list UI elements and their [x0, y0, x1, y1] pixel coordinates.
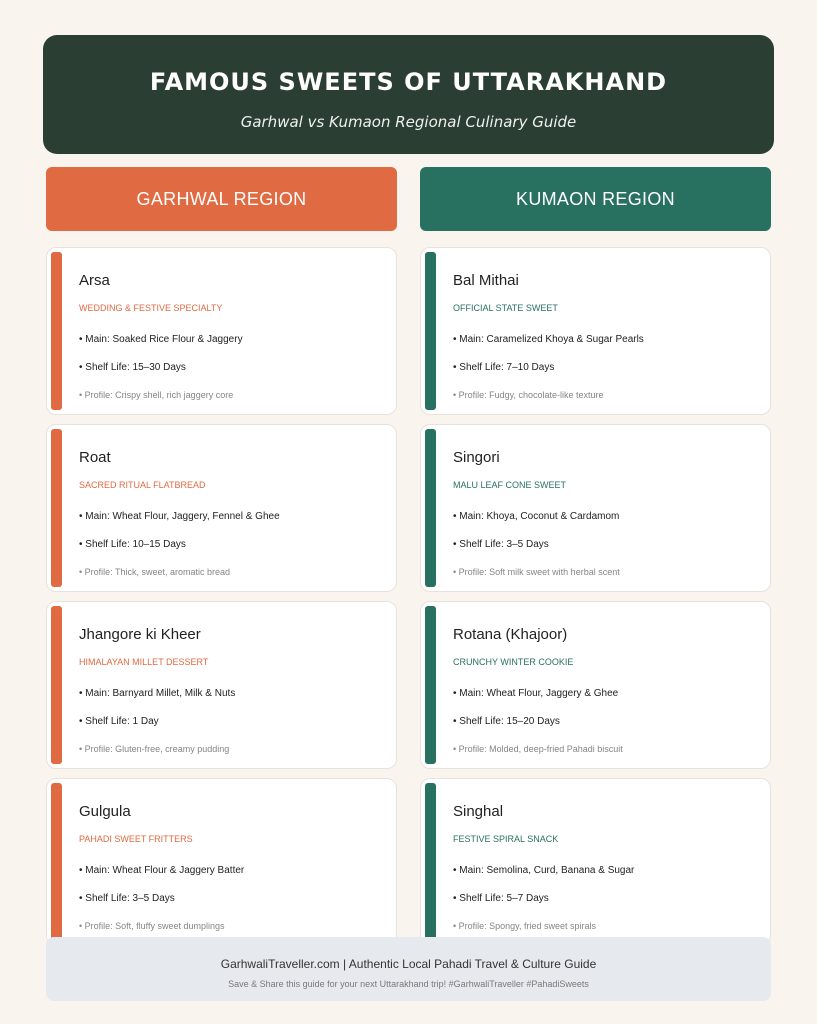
sweet-profile: • Profile: Crispy shell, rich jaggery core [79, 390, 234, 400]
sweet-name: Arsa [79, 272, 110, 289]
sweet-card [46, 601, 397, 769]
accent-bar [51, 783, 62, 941]
sweet-card [420, 247, 771, 415]
footer-site-line: GarhwaliTraveller.com | Authentic Local Pahadi Travel & Culture Guide [220, 957, 597, 971]
sweet-name: Gulgula [79, 803, 131, 820]
sweet-tag: CRUNCHY WINTER COOKIE [453, 657, 574, 667]
sweet-main-ingredients: • Main: Barnyard Millet, Milk & Nuts [79, 688, 236, 699]
sweet-profile: • Profile: Spongy, fried sweet spirals [453, 921, 597, 931]
accent-bar [425, 429, 436, 587]
sweet-shelf-life: • Shelf Life: 3–5 Days [79, 893, 175, 904]
sweet-card [420, 778, 771, 946]
sweet-tag: PAHADI SWEET FRITTERS [79, 834, 193, 844]
sweet-shelf-life: • Shelf Life: 15–20 Days [453, 716, 560, 727]
sweet-main-ingredients: • Main: Wheat Flour, Jaggery & Ghee [453, 688, 619, 699]
accent-bar [425, 606, 436, 764]
sweet-main-ingredients: • Main: Semolina, Curd, Banana & Sugar [453, 865, 635, 876]
sweet-main-ingredients: • Main: Wheat Flour & Jaggery Batter [79, 865, 245, 876]
sweet-tag: HIMALAYAN MILLET DESSERT [79, 657, 209, 667]
sweet-main-ingredients: • Main: Khoya, Coconut & Cardamom [453, 511, 620, 522]
garhwal-region-header: GARHWAL REGION [46, 167, 397, 231]
page-footer [46, 937, 771, 1001]
garhwal-column [46, 247, 397, 955]
sweet-profile: • Profile: Thick, sweet, aromatic bread [79, 567, 231, 577]
sweet-tag: WEDDING & FESTIVE SPECIALTY [79, 303, 223, 313]
accent-bar [425, 252, 436, 410]
footer-share-line: Save & Share this guide for your next Uttarakhand trip! #GarhwaliTraveller #PahadiSweets [228, 979, 589, 989]
sweet-tag: FESTIVE SPIRAL SNACK [453, 834, 559, 844]
sweet-shelf-life: • Shelf Life: 15–30 Days [79, 362, 186, 373]
page-title: FAMOUS SWEETS OF UTTARAKHAND [149, 68, 668, 96]
sweet-shelf-life: • Shelf Life: 3–5 Days [453, 539, 549, 550]
sweet-profile: • Profile: Molded, deep-fried Pahadi biscuit [453, 744, 623, 754]
sweet-card [46, 778, 397, 946]
sweet-profile: • Profile: Soft milk sweet with herbal scent [453, 567, 620, 577]
sweet-name: Singhal [453, 803, 504, 820]
page-subtitle: Garhwal vs Kumaon Regional Culinary Guide [240, 113, 577, 131]
sweet-tag: MALU LEAF CONE SWEET [453, 480, 567, 490]
sweet-card [46, 424, 397, 592]
sweet-shelf-life: • Shelf Life: 5–7 Days [453, 893, 549, 904]
kumaon-region-header: KUMAON REGION [420, 167, 771, 231]
kumaon-column [420, 247, 771, 955]
sweet-name: Rotana (Khajoor) [453, 626, 568, 643]
sweet-profile: • Profile: Gluten-free, creamy pudding [79, 744, 230, 754]
sweet-profile: • Profile: Soft, fluffy sweet dumplings [79, 921, 225, 931]
sweet-main-ingredients: • Main: Caramelized Khoya & Sugar Pearls [453, 334, 644, 345]
sweet-shelf-life: • Shelf Life: 1 Day [79, 716, 159, 727]
sweet-name: Bal Mithai [453, 272, 519, 289]
accent-bar [425, 783, 436, 941]
sweet-profile: • Profile: Fudgy, chocolate-like texture [453, 390, 604, 400]
sweet-card [420, 601, 771, 769]
accent-bar [51, 252, 62, 410]
sweet-card [420, 424, 771, 592]
sweet-name: Jhangore ki Kheer [79, 626, 201, 643]
accent-bar [51, 606, 62, 764]
sweet-card [46, 247, 397, 415]
sweet-shelf-life: • Shelf Life: 7–10 Days [453, 362, 555, 373]
sweet-name: Singori [453, 449, 500, 466]
sweet-main-ingredients: • Main: Wheat Flour, Jaggery, Fennel & Ghee [79, 511, 280, 522]
sweet-main-ingredients: • Main: Soaked Rice Flour & Jaggery [79, 334, 243, 345]
page-header [43, 35, 774, 154]
sweet-tag: SACRED RITUAL FLATBREAD [79, 480, 206, 490]
sweet-name: Roat [79, 449, 111, 466]
sweet-tag: OFFICIAL STATE SWEET [453, 303, 558, 313]
sweet-shelf-life: • Shelf Life: 10–15 Days [79, 539, 186, 550]
accent-bar [51, 429, 62, 587]
